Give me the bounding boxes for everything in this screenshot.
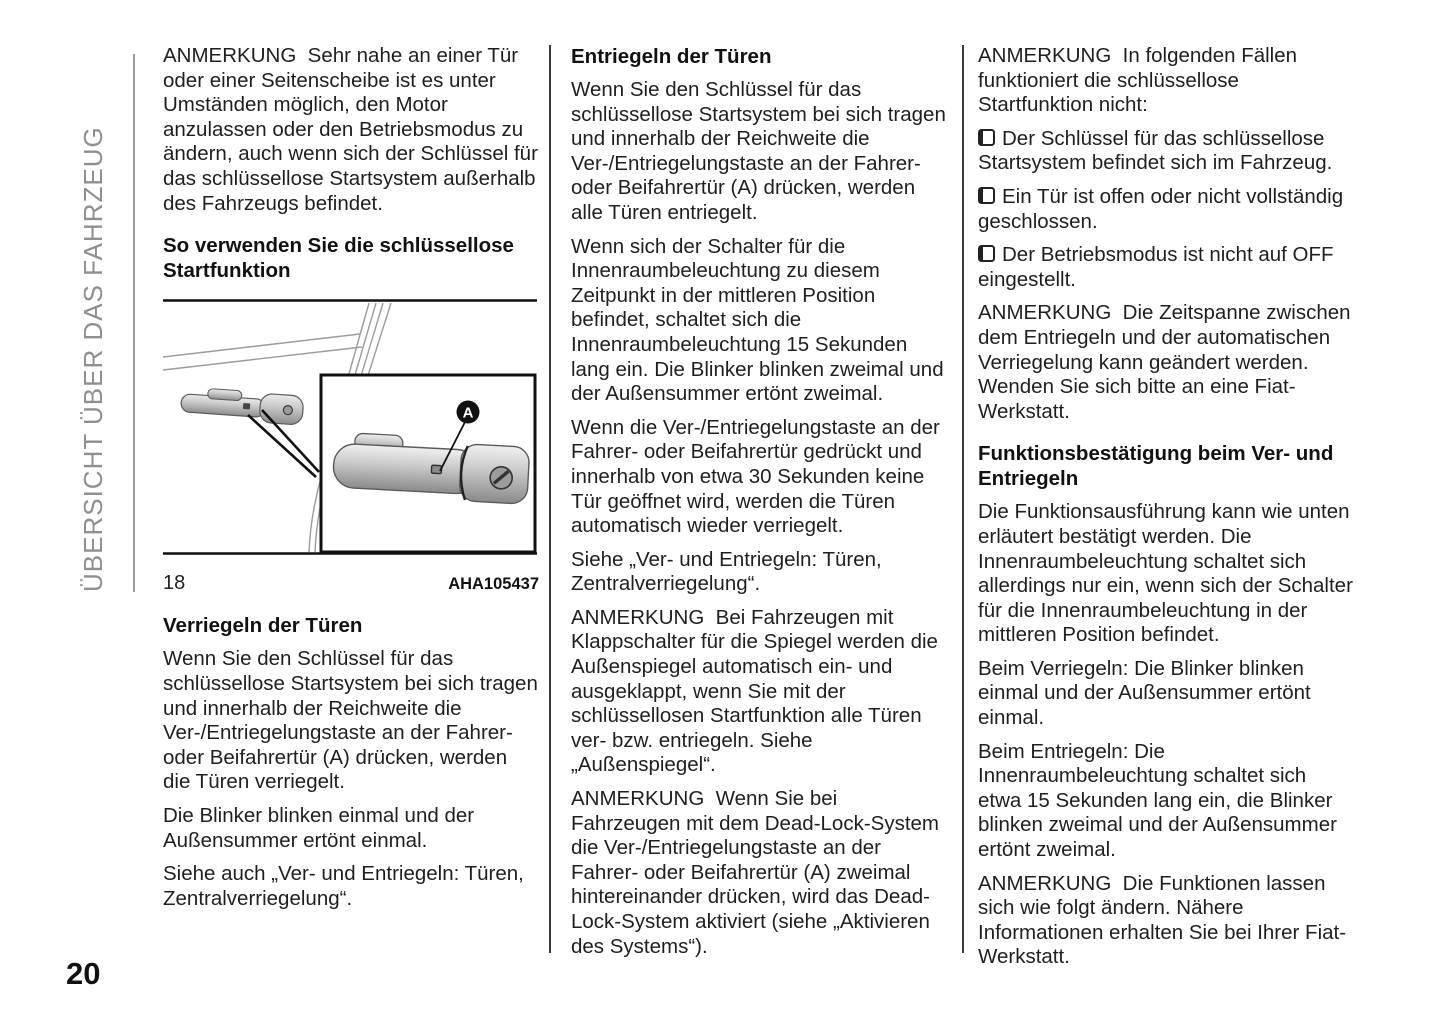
note-paragraph: ANMERKUNG Sehr nahe an einer Tür oder einer Seitenscheibe ist es unter Umständen möglich, den Motor anzulassen oder den Betriebsmodus zu ändern, auch wenn sich der Schlüssel für das schlüssellose Startsystem außerhalb des Fahrzeugs befindet. [163,44,544,215]
figure-caption [163,571,539,597]
column-divider-left [549,45,551,953]
body-paragraph: Wenn Sie den Schlüssel für das schlüssellose Startsystem bei sich tragen und innerhalb der Reichweite die Ver-/Entriegelungstaste an der Fahrer- oder Beifahrertür (A) drücken, werden die Türen verriegelt. [163,647,544,794]
column-1 [163,44,544,911]
bullet-item [978,243,1354,292]
door-handle-illustration [163,299,537,555]
section-heading-confirmation: Funktionsbestätigung beim Ver- und Entriegeln [978,442,1340,491]
bullet-item [978,185,1354,234]
note-paragraph: ANMERKUNG Wenn Sie bei Fahrzeugen mit dem Dead-Lock-System die Ver-/Entriegelungstaste an der Fahrer- oder Beifahrertür (A) zweimal hintereinander drücken, wird das Dead-Lock-System aktiviert (siehe „Aktivieren des Systems“). [571,787,945,958]
square-bullet-icon [978,187,995,204]
note-paragraph: ANMERKUNG Bei Fahrzeugen mit Klappschalter für die Spiegel werden die Außenspiegel automatisch ein- und ausgeklappt, wenn Sie mit der schlüssellosen Startfunktion alle Türen ver- bzw. entriegeln. Siehe „Außenspiegel“. [571,605,943,777]
page-number: 20 [66,956,101,991]
small-door-handle [180,387,319,477]
sidebar-rule [133,54,135,592]
body-paragraph: Die Blinker blinken einmal und der Außensummer ertönt einmal. [163,803,479,852]
note-paragraph: ANMERKUNG In folgenden Fällen funktioniert die schlüssellose Startfunktion nicht: [978,44,1303,117]
column-divider-right [962,45,964,953]
sidebar-section-title: ÜBERSICHT ÜBER DAS FAHRZEUG [78,126,108,592]
note-paragraph: ANMERKUNG Die Zeitspanne zwischen dem Entriegeln und der automatischen Verriegelung kann geändert werden. Wenden Sie sich bitte an eine Fiat-Werkstatt. [978,301,1357,423]
bullet-text: Der Betriebsmodus ist nicht auf OFF eingestellt. [978,243,1340,291]
note-paragraph: ANMERKUNG Die Funktionen lassen sich wie folgt ändern. Nähere Informationen erhalten Sie bei Ihrer Fiat-Werkstatt. [978,871,1347,969]
body-paragraph: Wenn Sie den Schlüssel für das schlüssellose Startsystem bei sich tragen und innerhalb der Reichweite die Ver-/Entriegelungstaste an der Fahrer- oder Beifahrertür (A) drücken, werden alle Türen entriegelt. [571,78,952,224]
callout-a-label: A [462,404,474,422]
column-2 [571,44,952,959]
body-paragraph: Wenn die Ver-/Entriegelungstaste an der Fahrer- oder Beifahrertür gedrückt und innerhalb von etwa 30 Sekunden keine Tür geöffnet wird, werden die Türen automatisch wieder verriegelt. [571,415,946,538]
section-heading-keyless-start: So verwenden Sie die schlüssellose Startfunktion [163,234,520,283]
square-bullet-icon [978,245,995,262]
figure-door-handles [163,299,539,596]
bullet-text: Ein Tür ist offen oder nicht vollständig geschlossen. [978,184,1349,233]
body-paragraph: Wenn sich der Schalter für die Innenraumbeleuchtung zu diesem Zeitpunkt in der mittleren Position befindet, schaltet sich die Innenraumbeleuchtung 15 Sekunden lang ein. Die Blinker blinken zweimal und der Außensummer ertönt zweimal. [571,234,950,406]
section-heading-unlock-doors: Entriegeln der Türen [571,45,772,68]
body-paragraph: Siehe „Ver- und Entriegeln: Türen, Zentralverriegelung“. [571,547,888,596]
figure-code: AHA105437 [448,574,539,593]
body-paragraph: Siehe auch „Ver- und Entriegeln: Türen, Zentralverriegelung“. [163,862,530,910]
bullet-text: Der Schlüssel für das schlüssellose Startsystem befindet sich im Fahrzeug. [978,126,1333,175]
bullet-item [978,127,1354,176]
square-bullet-icon [978,129,995,146]
body-paragraph: Die Funktionsausführung kann wie unten erläutert bestätigt werden. Die Innenraumbeleuchtung schaltet sich allerdings nur ein, wenn sich der Schalter für die Innenraumbeleuchtung in der mittleren Position befindet. [978,500,1359,647]
body-paragraph: Beim Entriegeln: Die Innenraumbeleuchtung schaltet sich etwa 15 Sekunden lang ein, die Blinker blinken zweimal und der Außensummer ertönt zweimal. [978,739,1343,862]
figure-number: 18 [163,571,186,594]
column-3 [978,44,1359,970]
body-paragraph: Beim Verriegeln: Die Blinker blinken einmal und der Außensummer ertönt einmal. [978,656,1317,730]
section-heading-lock-doors: Verriegeln der Türen [163,614,363,638]
